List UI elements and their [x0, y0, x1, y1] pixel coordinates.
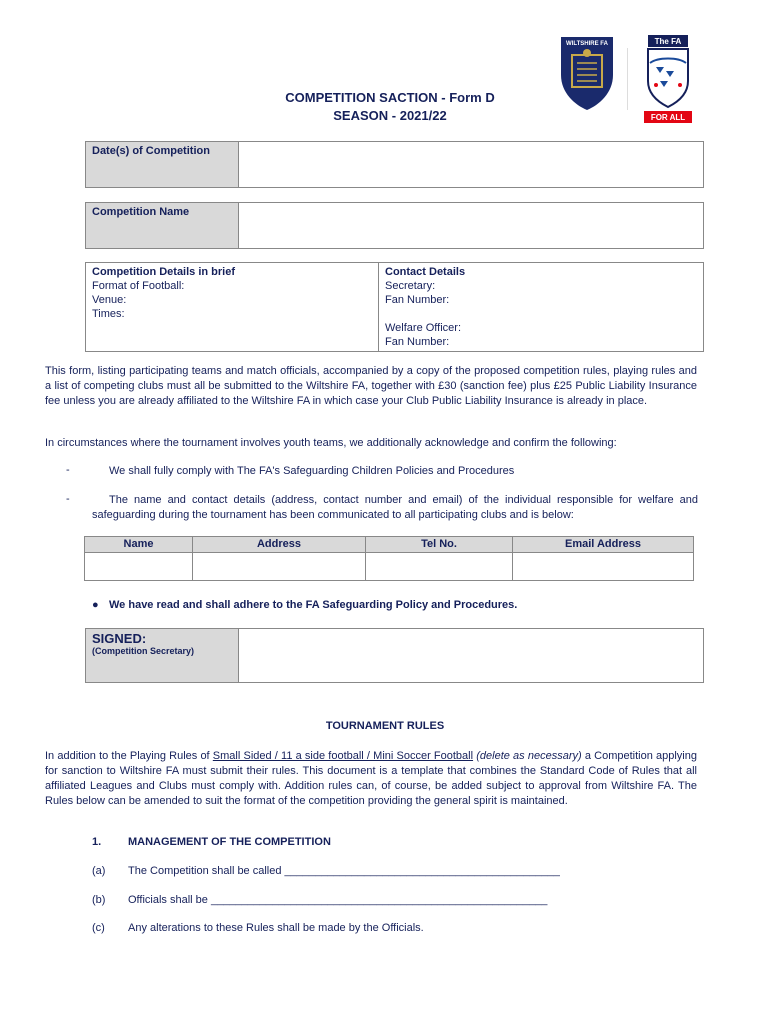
form-title: COMPETITION SACTION - Form D	[285, 90, 495, 105]
fa-logo-text: The FA	[654, 37, 682, 46]
bullet-icon: ●	[92, 599, 99, 611]
col-header-tel: Tel No.	[366, 537, 513, 553]
format-label: Format of Football:	[92, 280, 185, 292]
rule-text-a[interactable]: The Competition shall be called _____________________________________________	[128, 865, 560, 877]
address-input[interactable]	[193, 553, 366, 581]
signed-table	[85, 628, 704, 683]
secretary-label: Secretary:	[385, 280, 436, 292]
rules-para-underlined: Small Sided / 11 a side football / Mini Soccer Football	[212, 750, 474, 762]
section-title: MANAGEMENT OF THE COMPETITION	[128, 836, 331, 848]
contact-details-cell[interactable]	[379, 263, 704, 352]
rules-para-rest: a Competition applying for sanction to Wiltshire FA must submit their rules. This document is a template that combines the Standard Code of Rules that all affiliated Leagues and Clubs must comply with. Addition rules can, of course, be added subject to approval from Wiltshire FA. The Rules below can be amended to suit the format of the competition providing the general spirit is maintained.	[45, 750, 697, 807]
competition-name-label: Competition Name	[86, 203, 239, 249]
rule-key-c: (c)	[92, 922, 105, 934]
safeguarding-bullet-text: We have read and shall adhere to the FA Safeguarding Policy and Procedures.	[109, 599, 518, 611]
section-number: 1.	[92, 836, 102, 848]
dash-item-1: We shall fully comply with The FA's Safeguarding Children Policies and Procedures	[109, 465, 515, 477]
logo-divider	[627, 48, 628, 110]
dash-marker: -	[66, 493, 70, 505]
signed-sublabel: (Competition Secretary)	[92, 646, 195, 656]
details-heading: Competition Details in brief	[92, 266, 236, 278]
rule-key-b: (b)	[92, 894, 106, 906]
welfare-fan-number-label: Fan Number:	[385, 336, 450, 348]
fan-number-label: Fan Number:	[385, 294, 450, 306]
signature-input[interactable]	[239, 629, 704, 683]
col-header-email: Email Address	[513, 537, 694, 553]
dates-label: Date(s) of Competition	[86, 142, 239, 188]
rules-para-start: In addition to the Playing Rules of	[45, 750, 213, 762]
season-title: SEASON - 2021/22	[333, 108, 447, 123]
rule-text-b[interactable]: Officials shall be _______________________________________________________	[128, 894, 548, 906]
contact-heading: Contact Details	[385, 266, 466, 278]
youth-paragraph: In circumstances where the tournament involves youth teams, we additionally acknowledge and confirm the following:	[45, 437, 617, 449]
the-fa-logo	[636, 35, 696, 125]
competition-name-input[interactable]	[239, 203, 704, 249]
venue-label: Venue:	[92, 294, 127, 306]
email-input[interactable]	[513, 553, 694, 581]
signed-label: SIGNED:	[92, 631, 147, 646]
rules-heading: TOURNAMENT RULES	[325, 720, 445, 732]
safeguarding-contact-table	[84, 536, 694, 581]
rule-key-a: (a)	[92, 865, 106, 877]
rules-para-italic: (delete as necessary)	[473, 750, 582, 762]
name-input[interactable]	[85, 553, 193, 581]
dates-field-table	[85, 141, 704, 188]
wiltshire-logo-text: WILTSHIRE FA	[566, 41, 608, 47]
rules-paragraph	[45, 749, 697, 809]
welfare-officer-label: Welfare Officer:	[385, 322, 462, 334]
dash-item-2: The name and contact details (address, contact number and email) of the individual responsible for welfare and safeguarding during the tournament has been communicated to all participating clubs and is below:	[92, 494, 698, 521]
details-table	[85, 262, 704, 352]
name-field-table	[85, 202, 704, 249]
for-all-text: FOR ALL	[650, 113, 686, 122]
col-header-address: Address	[193, 537, 366, 553]
dash-marker: -	[66, 464, 70, 476]
col-header-name: Name	[85, 537, 193, 553]
competition-details-cell[interactable]	[86, 263, 379, 352]
dates-input[interactable]	[239, 142, 704, 188]
rule-text-c: Any alterations to these Rules shall be made by the Officials.	[128, 922, 424, 934]
spacer	[385, 307, 697, 321]
tel-input[interactable]	[366, 553, 513, 581]
signed-label-cell	[86, 629, 239, 683]
intro-paragraph: This form, listing participating teams and match officials, accompanied by a copy of the proposed competition rules, playing rules and a list of competing clubs must all be submitted to the Wiltshire FA, together with £30 (sanction fee) plus £25 Public Liability Insurance fee unless you are already affiliated to the Wiltshire FA in which case your Club Public Liability Insurance is already in place.	[45, 365, 697, 407]
wiltshire-fa-logo	[557, 35, 617, 111]
times-label: Times:	[92, 308, 125, 320]
